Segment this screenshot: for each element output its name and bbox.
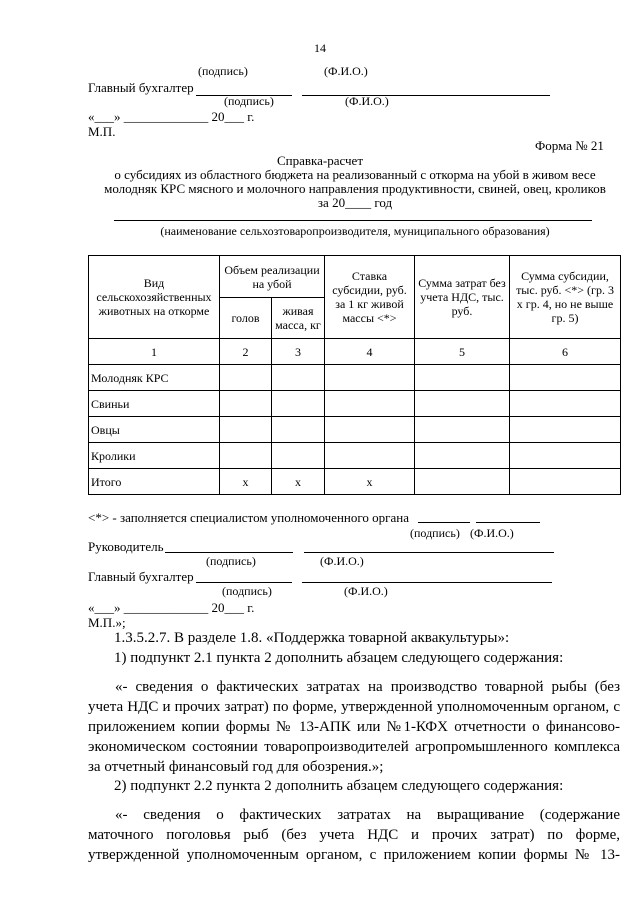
row-label: Кролики [89, 443, 220, 469]
form-subtitle-line-1: о субсидиях из областного бюджета на реализованный с откорма на убой в живом весе [114, 167, 596, 182]
cell-costs [415, 417, 510, 443]
head-label: Руководитель [88, 539, 164, 554]
cell-weight [272, 391, 325, 417]
cell-subsidy [510, 443, 621, 469]
cell-costs [415, 469, 510, 495]
paragraph-line: экономическом состоянии товаропроизводителей агропромышленного комплекса [88, 739, 620, 755]
paragraph-line: учета НДС и прочих затрат) по форме, утвержденной уполномоченным органом, с [88, 699, 620, 715]
header-animal-type: Вид сельскохозяйственных животных на откорме [89, 256, 220, 339]
fio-caption: (Ф.И.О.) [344, 584, 388, 598]
row-label: Молодняк КРС [89, 365, 220, 391]
stamp-place: М.П. [88, 124, 116, 139]
cell-costs [415, 365, 510, 391]
header-costs: Сумма затрат без учета НДС, тыс. руб. [415, 256, 510, 339]
header-subsidy-amount: Сумма субсидии, тыс. руб. <*> (гр. 3 х гр. 4, но не выше гр. 5) [510, 256, 621, 339]
fio-caption: (Ф.И.О.) [320, 554, 364, 568]
paragraph-line: утвержденной уполномоченным органом, с приложением копии формы № 13- [88, 847, 620, 863]
subsection-2: 2) подпункт 2.2 пункта 2 дополнить абзацем следующего содержания: [114, 778, 564, 794]
cell-rate [325, 443, 415, 469]
header-sales-volume: Объем реализации на убой [220, 256, 325, 298]
chief-accountant-label: Главный бухгалтер [88, 80, 194, 95]
row-label: Свиньи [89, 391, 220, 417]
org-name-caption: (наименование сельхозтоваропроизводителя, муниципального образования) [160, 224, 550, 238]
paragraph-line: маточного поголовья рыб (без учета НДС и прочих затрат) по форме, [88, 827, 620, 843]
cell-heads: х [220, 469, 272, 495]
cell-costs [415, 443, 510, 469]
fio-line [304, 552, 554, 553]
cell-rate [325, 365, 415, 391]
column-number: 3 [272, 339, 325, 365]
page-number: 14 [314, 41, 326, 55]
section-heading: 1.3.5.2.7. В разделе 1.8. «Поддержка товарной аквакультуры»: [114, 630, 510, 646]
form-subtitle-line-2: молодняк КРС мясного и молочного направления продуктивности, свиней, овец, кроликов [104, 181, 606, 196]
signature-line [418, 522, 470, 523]
table-row [89, 469, 621, 495]
cell-heads [220, 391, 272, 417]
cell-weight: х [272, 469, 325, 495]
cell-rate [325, 417, 415, 443]
table-row [89, 417, 621, 443]
form-title: Справка-расчет [276, 153, 364, 168]
column-number: 5 [415, 339, 510, 365]
column-number: 4 [325, 339, 415, 365]
org-name-line [114, 220, 592, 221]
paragraph-line: «- сведения о фактических затратах на производство товарной рыбы (без [115, 679, 620, 695]
fio-line [302, 95, 550, 96]
header-heads: голов [220, 298, 272, 339]
cell-heads [220, 417, 272, 443]
column-number: 1 [89, 339, 220, 365]
cell-subsidy [510, 365, 621, 391]
cell-rate: х [325, 469, 415, 495]
signature-caption: (подпись) [410, 526, 460, 540]
paragraph-line: приложением копии формы № 13-АПК или №1-КФХ отчетности о финансово- [88, 719, 620, 735]
header-subsidy-rate: Ставка субсидии, руб. за 1 кг живой массы <*> [325, 256, 415, 339]
header-live-weight: живая масса, кг [272, 298, 325, 339]
chief-accountant-label: Главный бухгалтер [88, 569, 194, 584]
paragraph-line: «- сведения о фактических затратах на выращивание (содержание [115, 807, 620, 823]
date-line: «___» _____________ 20___ г. [88, 600, 255, 615]
cell-weight [272, 417, 325, 443]
cell-rate [325, 391, 415, 417]
table-row [89, 365, 621, 391]
subsidy-table [88, 255, 621, 495]
date-line: «___» _____________ 20___ г. [88, 109, 255, 124]
column-number: 6 [510, 339, 621, 365]
signature-line [165, 552, 293, 553]
fio-line [302, 582, 552, 583]
signature-caption: (подпись) [198, 64, 248, 78]
form-number: Форма № 21 [535, 138, 604, 153]
footnote: <*> - заполняется специалистом уполномоченного органа [88, 510, 409, 525]
table-row [89, 391, 621, 417]
fio-caption: (Ф.И.О.) [345, 94, 389, 108]
row-label: Овцы [89, 417, 220, 443]
column-number: 2 [220, 339, 272, 365]
cell-subsidy [510, 469, 621, 495]
subsection-1: 1) подпункт 2.1 пункта 2 дополнить абзацем следующего содержания: [114, 650, 564, 666]
year-line: за 20____ год [317, 195, 393, 210]
fio-caption: (Ф.И.О.) [470, 526, 514, 540]
signature-caption: (подпись) [222, 584, 272, 598]
paragraph-line: за отчетный финансовый год для обозрения.»; [88, 759, 384, 775]
cell-weight [272, 443, 325, 469]
cell-subsidy [510, 391, 621, 417]
signature-caption: (подпись) [206, 554, 256, 568]
row-label: Итого [89, 469, 220, 495]
table-row [89, 443, 621, 469]
cell-costs [415, 391, 510, 417]
cell-weight [272, 365, 325, 391]
fio-line [476, 522, 540, 523]
stamp-place: М.П.»; [88, 615, 126, 630]
signature-caption: (подпись) [224, 94, 274, 108]
cell-heads [220, 443, 272, 469]
cell-heads [220, 365, 272, 391]
signature-line [196, 582, 292, 583]
fio-caption: (Ф.И.О.) [324, 64, 368, 78]
cell-subsidy [510, 417, 621, 443]
